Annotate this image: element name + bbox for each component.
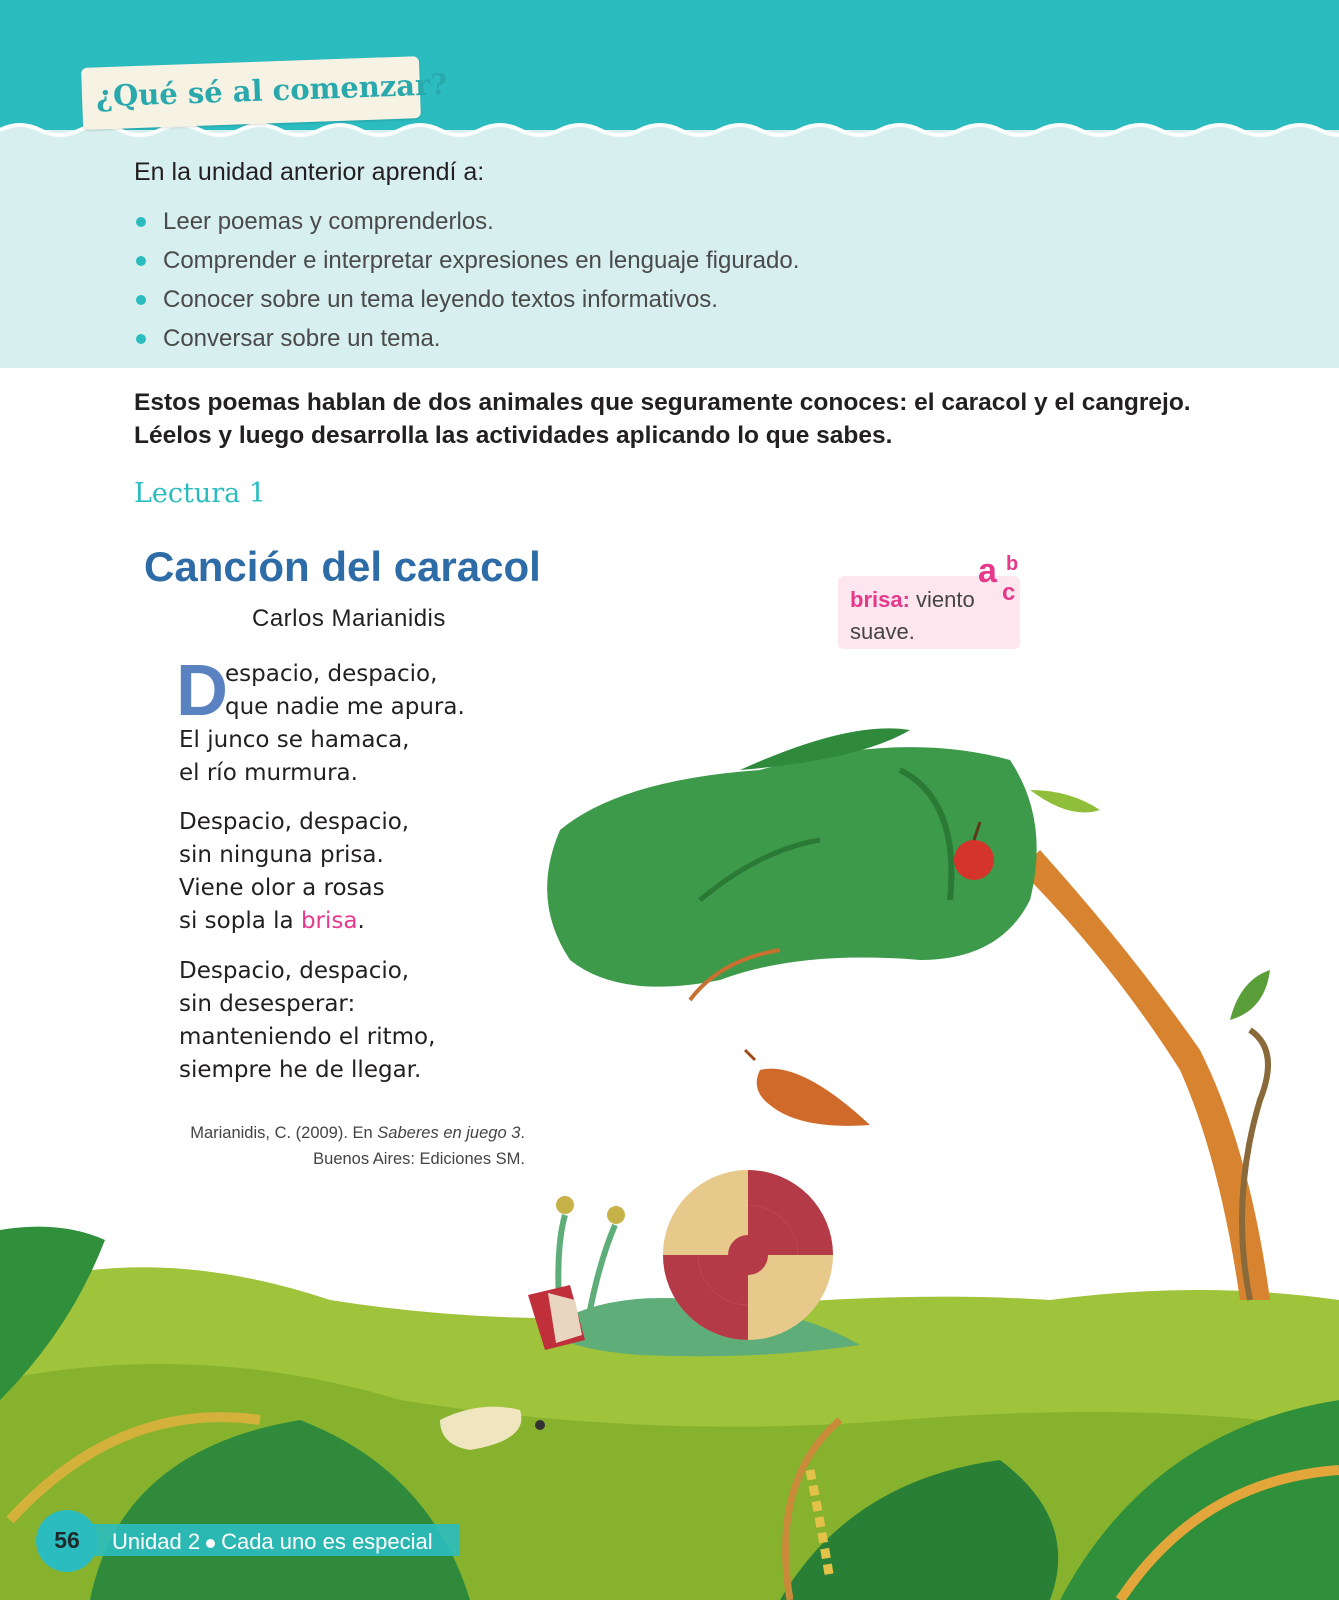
section-tab (81, 56, 448, 130)
citation-suffix: . (520, 1124, 525, 1142)
lead-line-2: Léelos y luego desarrolla las actividades aplicando lo que sabes. (134, 422, 893, 449)
svg-text:a: a (978, 552, 997, 590)
poem-line: Despacio, despacio, (179, 958, 410, 984)
list-item-text: Conversar sobre un tema. (163, 325, 441, 352)
citation-book: Saberes en juego 3 (377, 1124, 521, 1142)
poem-line: El junco se hamaca, (179, 727, 410, 753)
snail-illustration (0, 700, 1339, 1600)
poem-line-suffix: . (357, 908, 365, 934)
glossary-term: brisa: (850, 587, 910, 612)
glossary-word: brisa (300, 908, 358, 934)
list-item (134, 202, 799, 241)
poem-line: Viene olor a rosas (179, 875, 385, 901)
list-item-text: Comprender e interpretar expresiones en lenguaje figurado. (163, 247, 800, 274)
poem-line: Despacio, despacio, (179, 809, 410, 835)
list-item (134, 241, 799, 280)
citation-line-2: Buenos Aires: Ediciones SM. (313, 1150, 525, 1168)
poem-line: el río murmura. (179, 760, 358, 786)
page-number: 56 (54, 1527, 80, 1553)
svg-text:c: c (1002, 579, 1016, 606)
list-item-text: Conocer sobre un tema leyendo textos informativos. (163, 286, 718, 313)
poem-line: que nadie me apura. (225, 694, 465, 720)
bullet-icon (136, 256, 146, 266)
section-tab-title: ¿Qué sé al comenzar? (95, 67, 448, 114)
list-item-text: Leer poemas y comprenderlos. (163, 208, 494, 235)
bullet-icon (136, 334, 146, 344)
unit-label: Unidad 2 (112, 1529, 201, 1554)
bullet-icon (136, 295, 146, 305)
unit-title: Cada uno es especial (221, 1529, 433, 1554)
poem-line: siempre he de llegar. (179, 1057, 422, 1083)
poem-line: sin desesperar: (179, 991, 356, 1017)
poem-line: espacio, despacio, (225, 661, 438, 687)
list-item (134, 280, 799, 319)
glossary-definition: viento suave. (850, 587, 975, 644)
review-intro: En la unidad anterior aprendí a: (134, 158, 485, 186)
citation-prefix: Marianidis, C. (2009). En (190, 1124, 378, 1142)
lead-line-1: Estos poemas hablan de dos animales que seguramente conoces: el caracol y el cangrejo. (134, 389, 1191, 416)
poem-title: Canción del caracol (144, 543, 541, 590)
footer-unit (112, 1529, 433, 1555)
poem-line-prefix: si sopla la (179, 908, 301, 934)
poem-line: manteniendo el ritmo, (179, 1024, 436, 1050)
poem-line: sin ninguna prisa. (179, 842, 384, 868)
abc-glossary-icon (976, 552, 1026, 608)
list-item (134, 319, 799, 358)
review-list (134, 202, 799, 358)
lead-paragraph (134, 386, 1254, 452)
bullet-icon (206, 1539, 215, 1548)
poem-author: Carlos Marianidis (252, 605, 446, 632)
reading-label: Lectura 1 (134, 478, 267, 509)
drop-cap: D (176, 651, 228, 731)
bullet-icon (136, 217, 146, 227)
svg-text:b: b (1006, 553, 1019, 575)
page-number-badge (36, 1510, 98, 1572)
